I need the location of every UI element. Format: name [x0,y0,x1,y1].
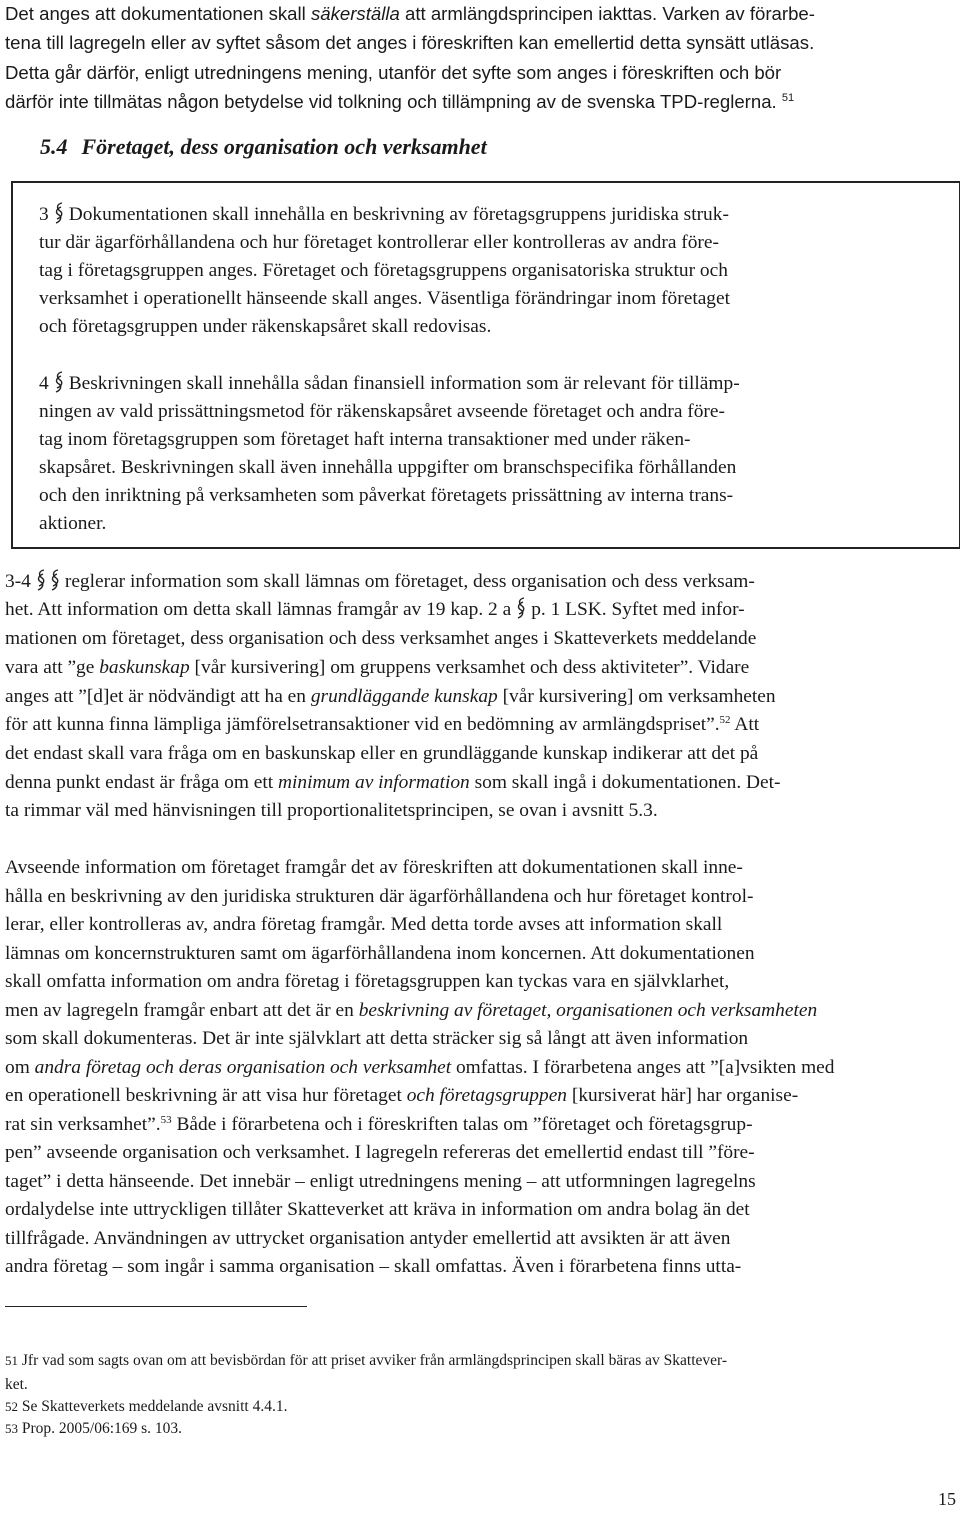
para-b-line-10: rat sin verksamhet”.$^{53}$ Både i förarbetena och i föreskriften talas om ”företaget och företagsgrup- [5,1114,753,1135]
footnote-ref-51: 51 [781,92,795,104]
intro-line-2: tena till lagregeln eller av syftet såsom det anges i föreskriften kan emellertid detta synsätt utläsas. [5,32,815,53]
para-a-line-6: för att kunna finna lämpliga jämförelsetransaktioner vid en bedömning av armlängdspriset”.$^{52}$ Att [5,714,760,735]
section-sign-icon [49,569,61,591]
para-a-line-8: denna punkt endast är fråga om ett minimum av information som skall ingå i dokumentationen. Det- [5,772,781,793]
section-sign-icon [35,569,47,591]
box-para4-line-5: och den inriktning på verksamheten som påverkat företagets prissättning av interna trans- [39,485,734,506]
para-b-line-13: ordalydelse inte uttryckligen tillåter Skatteverket att kräva in information om andra bolag än det [5,1199,750,1220]
box-para4-line-1: 4 Beskrivningen skall innehålla sådan finansiell information som är relevant för tillämp- [39,373,740,394]
para-b-line-8: om andra företag och deras organisation och verksamhet omfattas. I förarbetena anges att ”[a]vsikten med [5,1057,835,1078]
footnote-53: 53 Prop. 2005/06:169 s. 103. [5,1420,183,1437]
para-b-line-3: lerar, eller kontrolleras av, andra företag framgår. Med detta torde avses att information skall [5,914,723,935]
para-b-line-11: pen” avseende organisation och verksamhet. I lagregeln refereras det emellertid endast till ”före- [5,1142,755,1163]
box-para4-line-4: skapsåret. Beskrivningen skall även innehålla uppgifter om branschspecifika förhållanden [39,457,737,478]
box-para4-line-3: tag inom företagsgruppen som företaget haft interna transaktioner med under räken- [39,429,691,450]
para-a-line-7: det endast skall vara fråga om en baskunskap eller en grundläggande kunskap indikerar att det på [5,743,759,764]
footnote-divider [5,1306,307,1307]
box-para3-line-5: och företagsgruppen under räkenskapsåret skall redovisas. [39,316,492,337]
page-number: 15 [938,1489,956,1509]
box-para4-line-2: ningen av vald prissättningsmetod för räkenskapsåret avseende företaget och andra före- [39,401,725,422]
para-b-line-1: Avseende information om företaget framgår det av föreskriften att dokumentationen skall inne- [5,857,743,878]
statute-box [11,181,960,549]
section-sign-icon [53,371,65,393]
box-para3-line-4: verksamhet i operationellt hänseende skall anges. Väsentliga förändringar inom företaget [39,288,730,309]
para-a-line-4: vara att ”ge baskunskap [vår kursivering] om gruppens verksamhet och dess aktiviteter”. Vidare [5,657,750,678]
para-b-line-4: lämnas om koncernstrukturen samt om ägarförhållandena inom koncernen. Att dokumentationen [5,943,755,964]
para-a-line-1: 3-4 reglerar information som skall lämnas om företaget, dess organisation och dess verksam- [5,571,755,592]
para-b-line-5: skall omfatta information om andra företag i företagsgruppen kan tyckas vara en självklarhet, [5,971,730,992]
box-para3-line-2: tur där ägarförhållandena och hur företaget kontrollerar eller kontrolleras av andra före- [39,232,719,253]
section-heading: 5.4 Företaget, dess organisation och verksamhet [40,134,487,159]
para-b-line-9: en operationell beskrivning är att visa hur företaget och företagsgruppen [kursiverat här] har organise- [5,1085,799,1106]
para-a-line-3: mationen om företaget, dess organisation och dess verksamhet anges i Skatteverkets meddelande [5,628,757,649]
para-a-line-2: het. Att information om detta skall lämnas framgår av 19 kap. 2 a p. 1 LSK. Syftet med infor- [5,599,745,620]
box-para3-line-1: 3 Dokumentationen skall innehålla en beskrivning av företagsgruppens juridiska struk- [39,204,729,225]
footnote-ref-53: 53 [160,1114,172,1126]
para-b-line-7: som skall dokumenteras. Det är inte självklart att detta sträcker sig så långt att även information [5,1028,749,1049]
intro-line-1: Det anges att dokumentationen skall säkerställa att armlängdsprincipen iakttas. Varken av förarbe- [5,3,815,24]
footnote-51-cont: ket. [5,1376,28,1393]
para-b-line-6: men av lagregeln framgår enbart att det är en beskrivning av företaget, organisationen och verksamheten [5,1000,818,1021]
box-para3-line-3: tag i företagsgruppen anges. Företaget och företagsgruppens organisatoriska struktur och [39,260,728,281]
intro-line-4: därför inte tillmätas någon betydelse vid tolkning och tillämpning av de svenska TPD-reglerna. $^{51}$ [5,91,795,112]
footnote-52: 52 Se Skatteverkets meddelande avsnitt 4.4.1. [5,1398,288,1415]
para-b-line-2: hålla en beskrivning av den juridiska strukturen där ägarförhållandena och hur företaget kontrol- [5,886,754,907]
para-a-line-5: anges att ”[d]et är nödvändigt att ha en grundläggande kunskap [vår kursivering] om verksamheten [5,686,776,707]
box-para4-line-6: aktioner. [39,513,107,534]
section-sign-icon [53,202,65,224]
para-b-line-14: tillfrågade. Användningen av uttrycket organisation antyder emellertid att avsikten är att även [5,1228,731,1249]
section-sign-icon [515,597,527,619]
para-b-line-15: andra företag – som ingår i samma organisation – skall omfattas. Även i förarbetena finns utta- [5,1256,742,1277]
para-b-line-12: taget” i detta hänseende. Det innebär – enligt utredningens mening – att utformningen lagregelns [5,1171,756,1192]
footnote-ref-52: 52 [719,714,731,726]
intro-line-3: Detta går därför, enligt utredningens mening, utanför det syfte som anges i föreskriften och bör [5,62,782,83]
footnote-51: 51 Jfr vad som sagts ovan om att bevisbördan för att priset avviker från armlängdsprincipen skall bäras av Skattever- [5,1352,728,1369]
para-a-line-9: ta rimmar väl med hänvisningen till proportionalitetsprincipen, se ovan i avsnitt 5.3. [5,800,658,821]
